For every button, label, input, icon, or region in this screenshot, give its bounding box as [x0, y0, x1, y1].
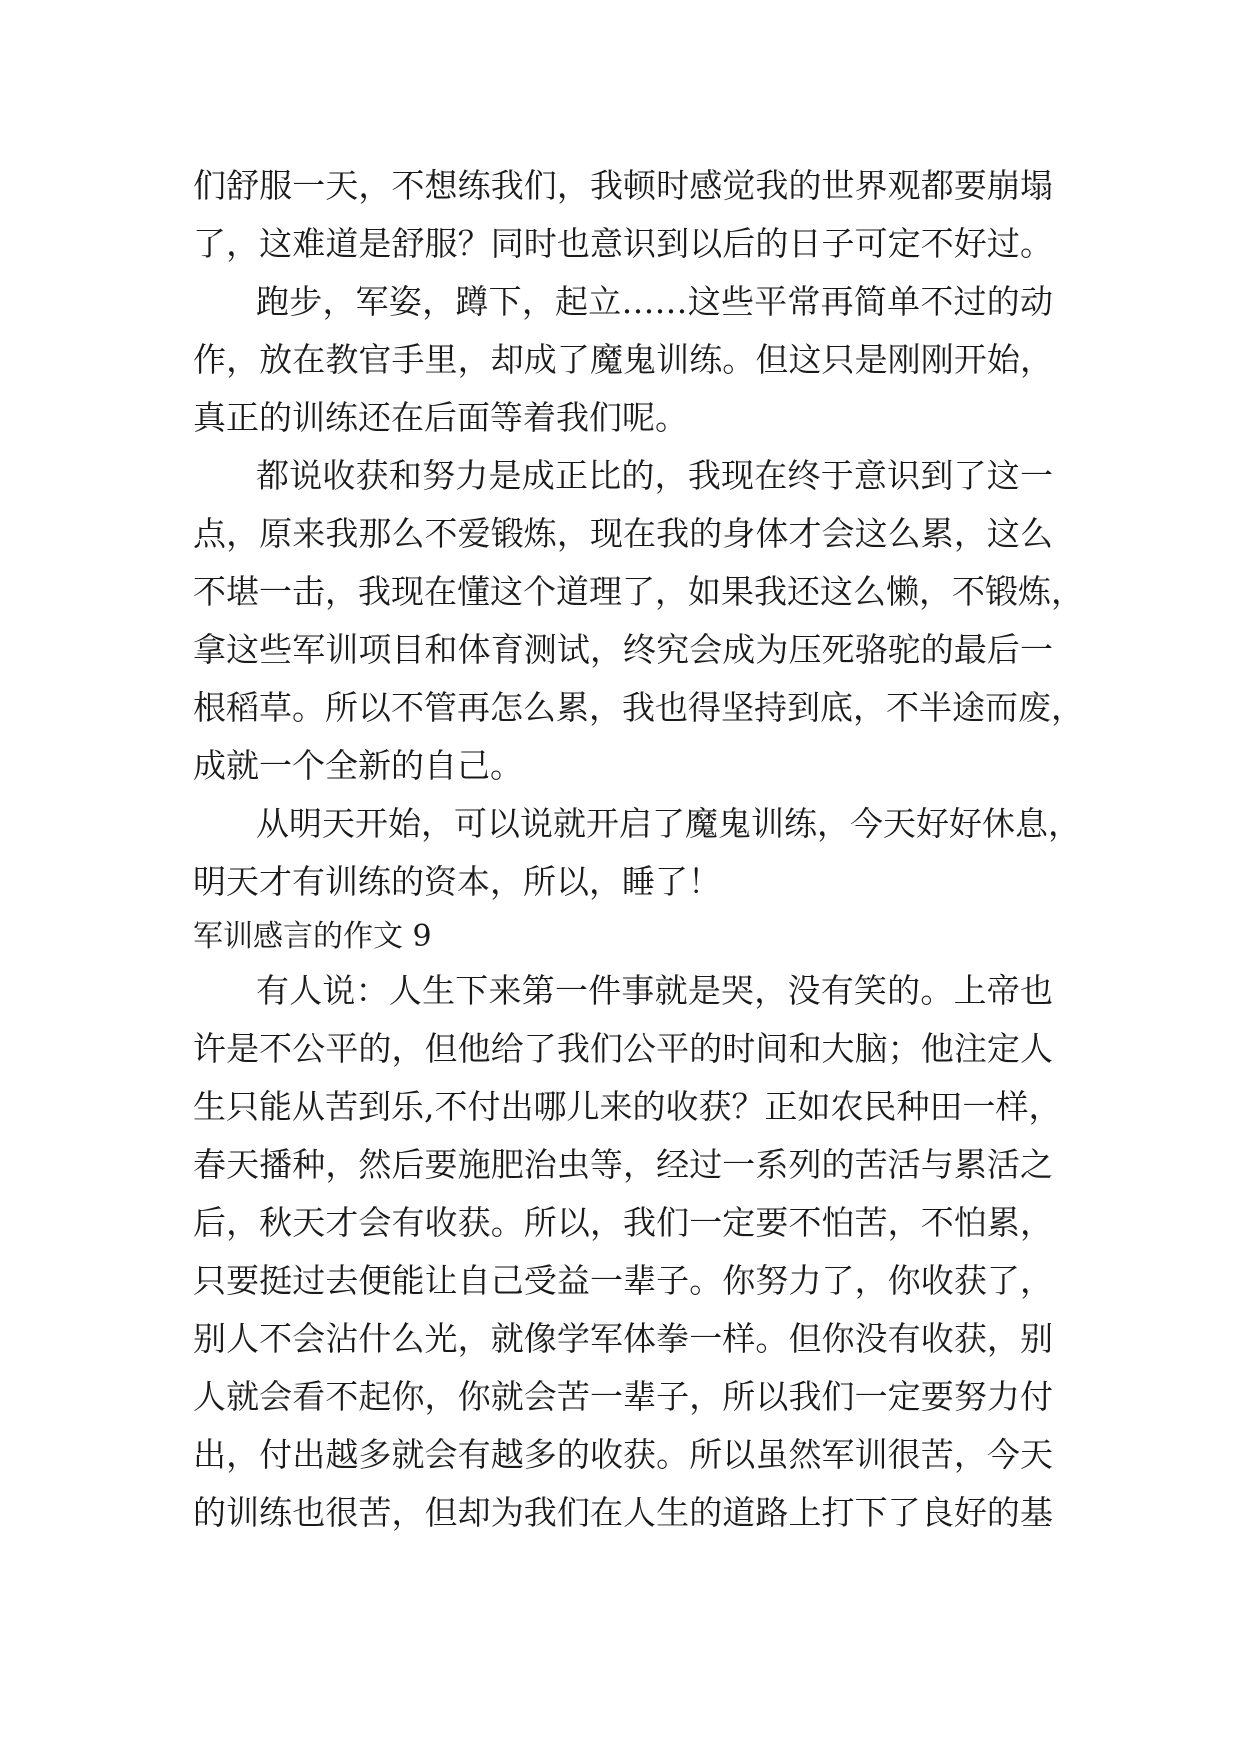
text-line: 出，付出越多就会有越多的收获。所以虽然军训很苦，今天	[193, 1435, 1053, 1474]
text-line: 都说收获和努力是成正比的，我现在终于意识到了这一	[256, 456, 1053, 495]
section-heading: 军训感言的作文 9	[193, 919, 432, 954]
text-line: 从明天开始，可以说就开启了魔鬼训练，今天好好休息，	[256, 804, 1081, 843]
text-line: 不堪一击，我现在懂这个道理了，如果我还这么懒，不锻炼，	[193, 572, 1084, 611]
text-line: 作，放在教官手里，却成了魔鬼训练。但这只是刚刚开始，	[193, 340, 1053, 379]
text-line: 成就一个全新的自己。	[193, 746, 523, 785]
text-line: 生只能从苦到乐,不付出哪儿来的收获？正如农民种田一样，	[193, 1087, 1062, 1126]
text-line: 点，原来我那么不爱锻炼，现在我的身体才会这么累，这么	[193, 514, 1053, 553]
text-line: 了，这难道是舒服？同时也意识到以后的日子可定不好过。	[193, 224, 1053, 263]
text-line: 根稻草。所以不管再怎么累，我也得坚持到底，不半途而废，	[193, 688, 1084, 727]
text-line: 别人不会沾什么光，就像学军体拳一样。但你没有收获，别	[193, 1319, 1053, 1358]
text-line: 后，秋天才会有收获。所以，我们一定要不怕苦，不怕累，	[193, 1203, 1053, 1242]
text-line: 的训练也很苦，但却为我们在人生的道路上打下了良好的基	[193, 1493, 1053, 1532]
text-line: 明天才有训练的资本，所以，睡了！	[193, 862, 721, 901]
text-line: 许是不公平的，但他给了我们公平的时间和大脑；他注定人	[193, 1029, 1053, 1068]
text-line: 跑步，军姿，蹲下，起立……这些平常再简单不过的动	[256, 282, 1053, 321]
text-line: 春天播种，然后要施肥治虫等，经过一系列的苦活与累活之	[193, 1145, 1053, 1184]
text-line: 只要挺过去便能让自己受益一辈子。你努力了，你收获了，	[193, 1261, 1053, 1300]
text-line: 有人说：人生下来第一件事就是哭，没有笑的。上帝也	[256, 971, 1053, 1010]
text-line: 们舒服一天，不想练我们，我顿时感觉我的世界观都要崩塌	[193, 166, 1053, 205]
text-line: 人就会看不起你，你就会苦一辈子，所以我们一定要努力付	[193, 1377, 1053, 1416]
text-line: 真正的训练还在后面等着我们呢。	[193, 398, 688, 437]
text-line: 拿这些军训项目和体育测试，终究会成为压死骆驼的最后一	[193, 630, 1053, 669]
